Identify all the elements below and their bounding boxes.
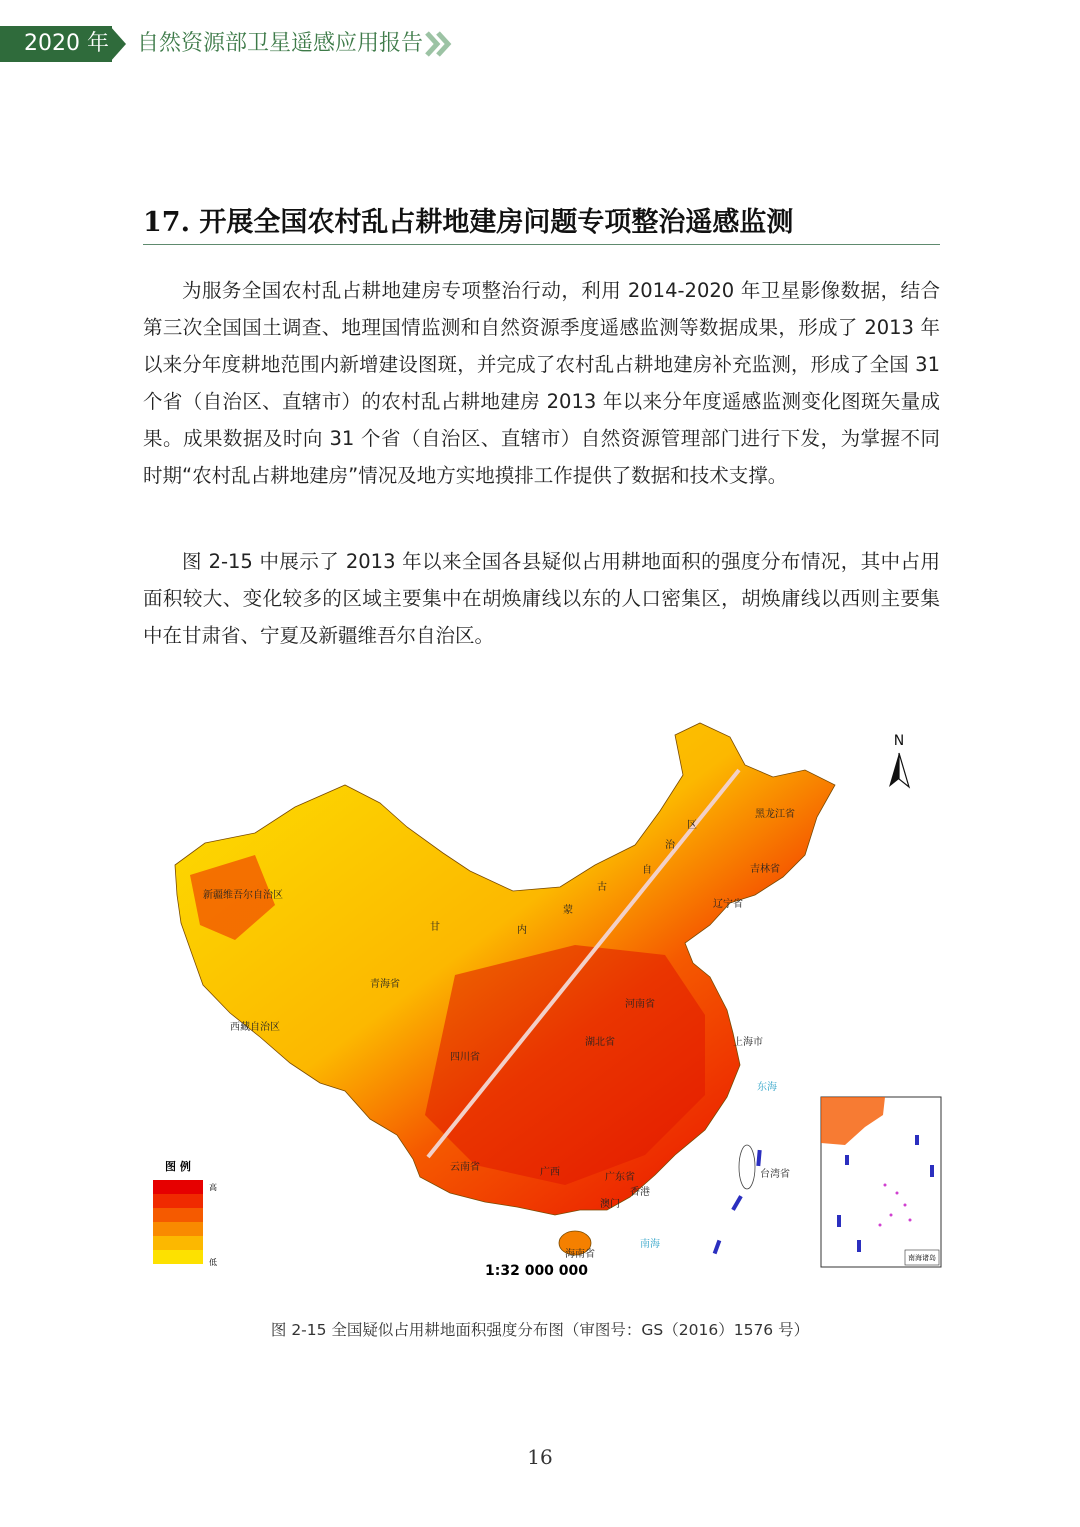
paragraph-1: 为服务全国农村乱占耕地建房专项整治行动，利用 2014-2020 年卫星影像数据，结合第三次全国国土调查、地理国情监测和自然资源季度遥感监测等数据成果，形成了 2013 年以来分年度耕地范围内新增建设图斑，并完成了农村乱占耕地建房补充监测，形成了全国 31 个省（自治区、直辖市）的农村乱占耕地建房 2013 年以来分年度遥感监测变化图斑矢量成果。成果数据及时向 31 个省（自治区、直辖市）自然资源管理部门进行下发，为掌握不同时期“农村乱占耕地建房”情况及地方实地摸排工作提供了数据和技术支撑。 [143,279,940,487]
south-china-sea-inset [821,1097,941,1267]
year-tag-arrow [110,26,126,62]
label-xizang: 西藏自治区 [230,1022,280,1033]
label-guangdong: 广东省 [605,1172,635,1183]
label-hainan: 海南省 [565,1249,595,1260]
legend-swatch [153,1236,203,1250]
map-legend [153,1159,217,1267]
label-neimenggu-2: 蒙 [563,905,573,916]
svg-text:低: 低 [209,1258,217,1267]
paragraph-2: 图 2-15 中展示了 2013 年以来全国各县疑似占用耕地面积的强度分布情况，其中占用面积较大、变化较多的区域主要集中在胡焕庸线以东的人口密集区，胡焕庸线以西则主要集中在甘肃省、宁夏及新疆维吾尔自治区。 [143,550,940,647]
label-xinjiang: 新疆维吾尔自治区 [203,890,283,901]
svg-text:高: 高 [209,1183,217,1192]
label-xianggang: 香港 [630,1187,650,1198]
svg-text:图 例: 图 例 [165,1160,191,1173]
year-tag: 2020 年 [0,26,112,62]
legend-swatch [153,1250,203,1264]
label-neimenggu-5: 治 [665,840,675,851]
label-henan: 河南省 [625,999,655,1010]
label-yunnan: 云南省 [450,1162,480,1173]
label-neimenggu-3: 古 [597,882,607,893]
label-jilin: 吉林省 [750,864,780,875]
map-scale: 1:32 000 000 [485,1263,589,1279]
section-title: 17. 开展全国农村乱占耕地建房问题专项整治遥感监测 [143,207,794,238]
label-heilongjiang: 黑龙江省 [755,809,795,820]
label-neimenggu-1: 内 [517,925,527,936]
report-title: 自然资源部卫星遥感应用报告 [137,31,424,56]
title-divider [143,244,940,245]
legend-swatch [153,1222,203,1236]
legend-swatch [153,1208,203,1222]
label-qinghai: 青海省 [370,979,400,990]
label-neimenggu-4: 自 [642,865,652,876]
legend-swatch [153,1194,203,1208]
figure-caption: 图 2-15 全国疑似占用耕地面积强度分布图（审图号：GS（2016）1576 号） [270,1321,810,1339]
label-aomen: 澳门 [600,1199,620,1210]
label-nanhai: 南海 [640,1239,660,1250]
double-chevron-icon [424,30,454,58]
legend-swatch [153,1180,203,1194]
label-sichuan: 四川省 [450,1052,480,1063]
label-guangxi: 广西 [540,1167,560,1178]
svg-text:N: N [893,733,905,749]
label-hubei: 湖北省 [585,1037,615,1048]
label-shanghai: 上海市 [733,1037,763,1048]
page-number: 16 [527,1445,553,1469]
label-taiwan: 台湾省 [760,1169,790,1180]
taiwan-island [739,1145,755,1189]
legend-swatches [153,1180,203,1264]
label-liaoning: 辽宁省 [713,899,743,910]
label-gansu: 甘 [430,922,440,933]
intensity-map-figure [145,715,945,1290]
svg-text:南海诸岛: 南海诸岛 [908,1254,936,1262]
label-donghai: 东海 [757,1082,777,1093]
label-neimenggu-6: 区 [687,820,697,831]
north-arrow-icon [889,733,909,787]
